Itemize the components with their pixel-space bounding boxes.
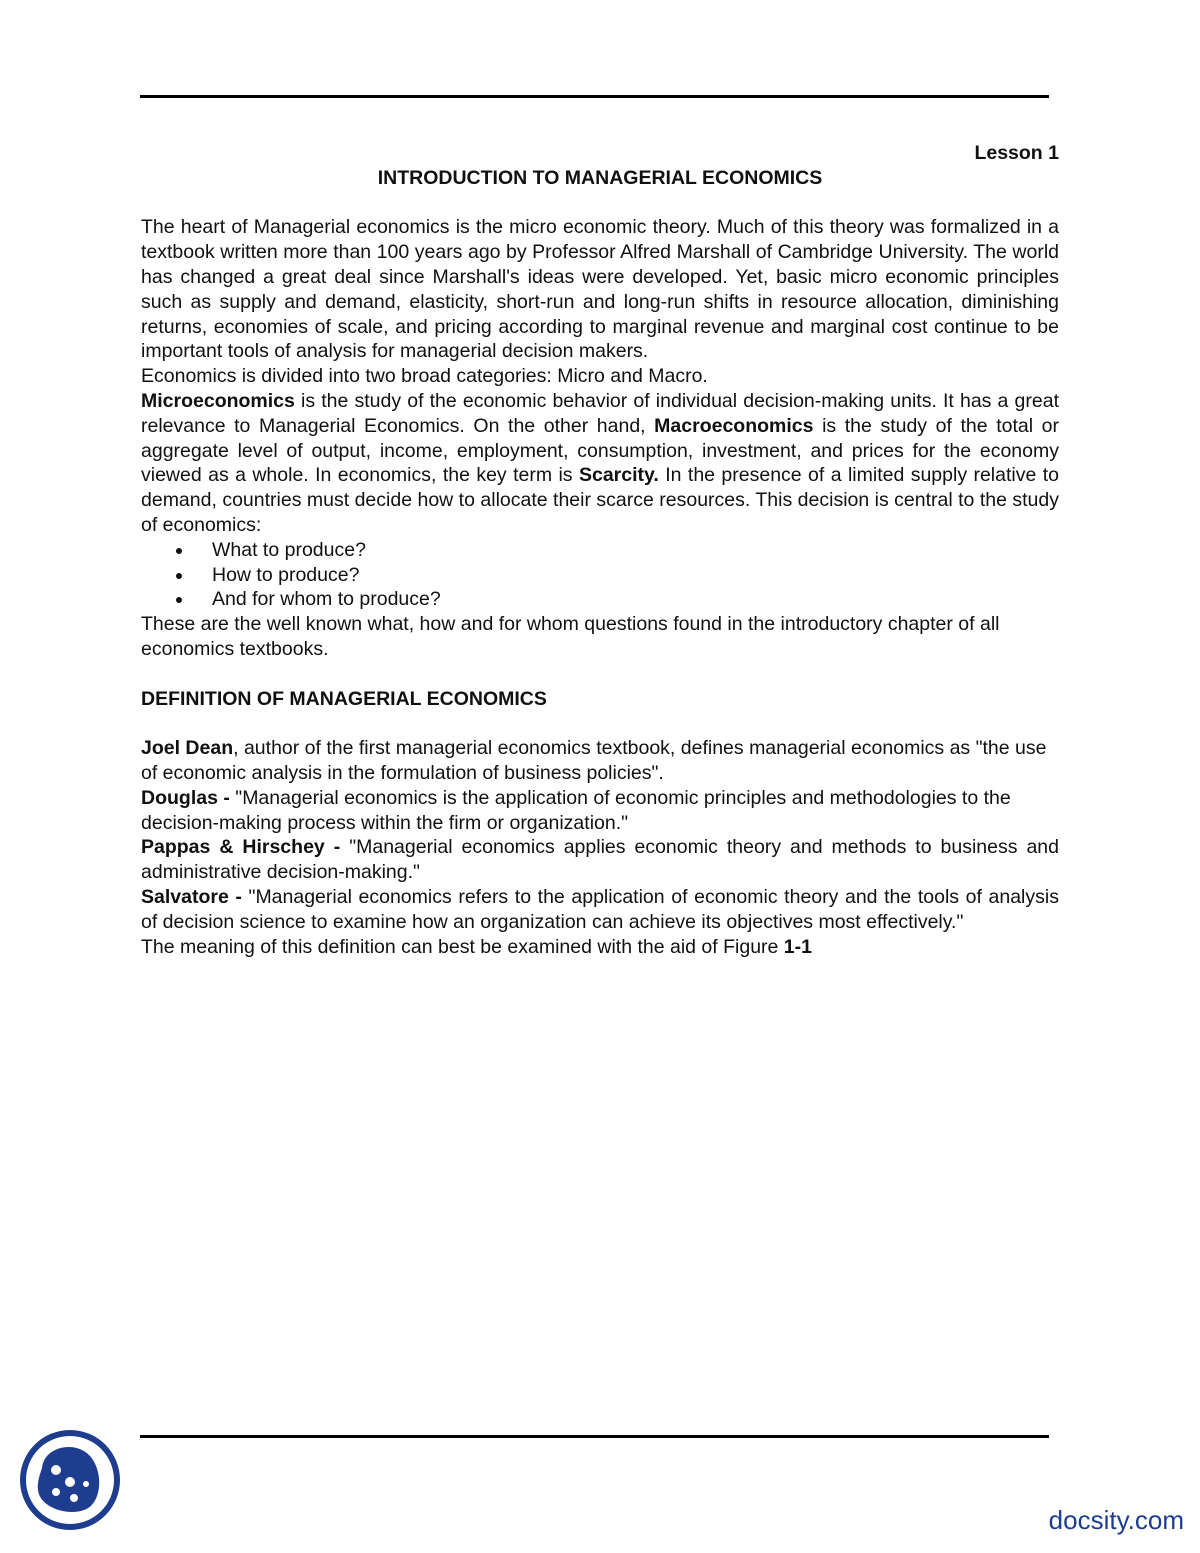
bottom-rule xyxy=(140,1435,1049,1438)
author-salvatore: Salvatore - xyxy=(141,885,249,908)
author-douglas: Douglas - xyxy=(141,786,236,809)
page-title: INTRODUCTION TO MANAGERIAL ECONOMICS xyxy=(377,166,823,189)
section-heading: DEFINITION OF MANAGERIAL ECONOMICS xyxy=(141,687,547,710)
definition-douglas xyxy=(141,786,1059,836)
top-rule xyxy=(140,95,1049,98)
micro-macro-paragraph xyxy=(141,389,1059,538)
docsity-logo-icon[interactable] xyxy=(18,1428,122,1532)
brand-link[interactable]: docsity.com xyxy=(1048,1505,1184,1535)
author-pappas: Pappas & Hirschey - xyxy=(141,836,350,859)
macro-text: is the study of the total or aggregate level of output, income, employment, consumption, investment, and prices for the economy viewed as a whole. In economics, the key term is xyxy=(141,414,1059,487)
questions-list xyxy=(141,538,1059,612)
definition-pappas xyxy=(141,835,1059,885)
page-content xyxy=(141,141,1059,959)
lesson-label: Lesson 1 xyxy=(974,142,1059,164)
intro-paragraph: The heart of Managerial economics is the micro economic theory. Much of this theory was formalized in a textbook written more than 100 years ago by Professor Alfred Marshall of Cambridge University. The world has changed a great deal since Marshall's ideas were developed. Yet, basic micro economic principles such as supply and demand, elasticity, short-run and long-run shifts in resource allocation, diminishing returns, economies of scale, and pricing according to marginal revenue and marginal cost continue to be important tools of analysis for managerial decision makers. xyxy=(141,216,1059,363)
pappas-quote: "Managerial economics applies economic theory and methods to business and administrative decision-making." xyxy=(141,836,1059,884)
salvatore-quote: "Managerial economics refers to the application of economic theory and the tools of analysis of decision science to examine how an organization can achieve its objectives most effectively." xyxy=(141,885,1059,933)
term-macroeconomics: Macroeconomics xyxy=(654,414,814,437)
list-item: And for whom to produce? xyxy=(212,587,1059,612)
scarcity-text: In the presence of a limited supply relative to demand, countries must decide how to allocate their scarce resources. This decision is central to the study of economics: xyxy=(141,464,1059,536)
closing-text: The meaning of this definition can best be examined with the aid of Figure xyxy=(141,935,784,958)
figure-reference: 1-1 xyxy=(783,935,812,958)
closing-sentence xyxy=(141,935,1059,960)
list-item: What to produce? xyxy=(212,538,1059,563)
definition-salvatore xyxy=(141,885,1059,935)
term-scarcity: Scarcity. xyxy=(578,464,659,487)
term-microeconomics: Microeconomics xyxy=(141,389,295,412)
questions-summary: These are the well known what, how and for whom questions found in the introductory chapter of all economics textbooks. xyxy=(141,613,1000,660)
categories-paragraph: Economics is divided into two broad categories: Micro and Macro. xyxy=(141,365,708,388)
micro-text: is the study of the economic behavior of individual decision-making units. It has a great relevance to Managerial Economics. On the other hand, xyxy=(141,389,1059,437)
definition-dean xyxy=(141,736,1059,786)
douglas-quote: "Managerial economics is the application of economic principles and methodologies to the decision-making process within the firm or organization." xyxy=(141,786,1011,834)
author-dean: Joel Dean xyxy=(141,737,234,760)
dean-quote: , author of the first managerial economics textbook, defines managerial economics as "the use of economic analysis in the formulation of business policies". xyxy=(141,737,1047,784)
list-item: How to produce? xyxy=(212,563,1059,588)
